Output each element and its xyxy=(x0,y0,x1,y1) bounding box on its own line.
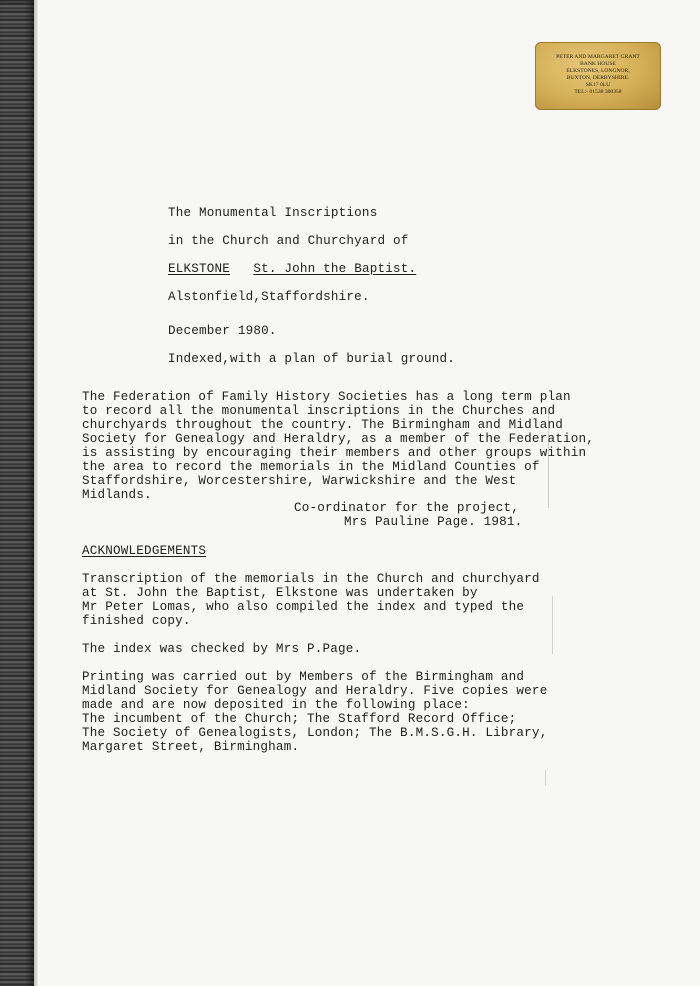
title-line-3 xyxy=(168,262,416,276)
intro-line: to record all the monumental inscriptions in the Churches and xyxy=(82,404,556,418)
coordinator-line-1: Co-ordinator for the project, xyxy=(294,501,519,515)
acknowledgements-heading: ACKNOWLEDGEMENTS xyxy=(82,544,207,558)
label-line: ELKSTONES, LONGNOR, xyxy=(566,68,630,74)
ack-para1-line: Mr Peter Lomas, who also compiled the index and typed the xyxy=(82,600,525,614)
binding-strip xyxy=(0,0,34,986)
intro-line: Staffordshire, Worcestershire, Warwickshire and the West xyxy=(82,474,517,488)
intro-line: Midlands. xyxy=(82,488,152,502)
label-line: PETER AND MARGARET GRANT xyxy=(556,54,640,60)
label-line: SK17 0LU xyxy=(585,82,611,88)
church-name: St. John the Baptist. xyxy=(253,262,417,276)
stray-mark xyxy=(545,770,546,786)
intro-line: churchyards throughout the country. The Birmingham and Midland xyxy=(82,418,563,432)
intro-line: The Federation of Family History Societies has a long term plan xyxy=(82,390,571,404)
date-line: December 1980. xyxy=(168,324,277,338)
ack-para3-line: Printing was carried out by Members of the Birmingham and xyxy=(82,670,525,684)
intro-line: the area to record the memorials in the Midland Counties of xyxy=(82,460,540,474)
intro-line: is assisting by encouraging their members and other groups within xyxy=(82,446,587,460)
ack-para1-line: Transcription of the memorials in the Church and churchyard xyxy=(82,572,540,586)
ack-para1-line: finished copy. xyxy=(82,614,191,628)
title-line-1: The Monumental Inscriptions xyxy=(168,206,378,220)
ack-para3-line: made and are now deposited in the following place: xyxy=(82,698,470,712)
title-line-4: Alstonfield,Staffordshire. xyxy=(168,290,370,304)
label-line: BANK HOUSE xyxy=(580,61,616,67)
indexed-note: Indexed,with a plan of burial ground. xyxy=(168,352,456,366)
stray-mark xyxy=(552,596,553,654)
intro-line: Society for Genealogy and Heraldry, as a member of the Federation, xyxy=(82,432,594,446)
ack-para3-line: The incumbent of the Church; The Stafford Record Office; xyxy=(82,712,517,726)
ack-para3-line: Margaret Street, Birmingham. xyxy=(82,740,300,754)
ack-para3-line: Midland Society for Genealogy and Heraldry. Five copies were xyxy=(82,684,548,698)
address-label-sticker xyxy=(535,42,661,110)
stray-mark xyxy=(548,408,549,508)
label-line: BUXTON, DERBYSHIRE. xyxy=(566,75,630,81)
binding-edge xyxy=(34,0,38,986)
ack-para3-line: The Society of Genealogists, London; The B.M.S.G.H. Library, xyxy=(82,726,548,740)
ack-para1-line: at St. John the Baptist, Elkstone was undertaken by xyxy=(82,586,478,600)
label-line: TEL:- 01538 300358 xyxy=(574,89,622,95)
place-name: ELKSTONE xyxy=(168,262,231,276)
coordinator-line-2: Mrs Pauline Page. 1981. xyxy=(344,515,523,529)
title-line-2: in the Church and Churchyard of xyxy=(168,234,409,248)
ack-para2: The index was checked by Mrs P.Page. xyxy=(82,642,362,656)
